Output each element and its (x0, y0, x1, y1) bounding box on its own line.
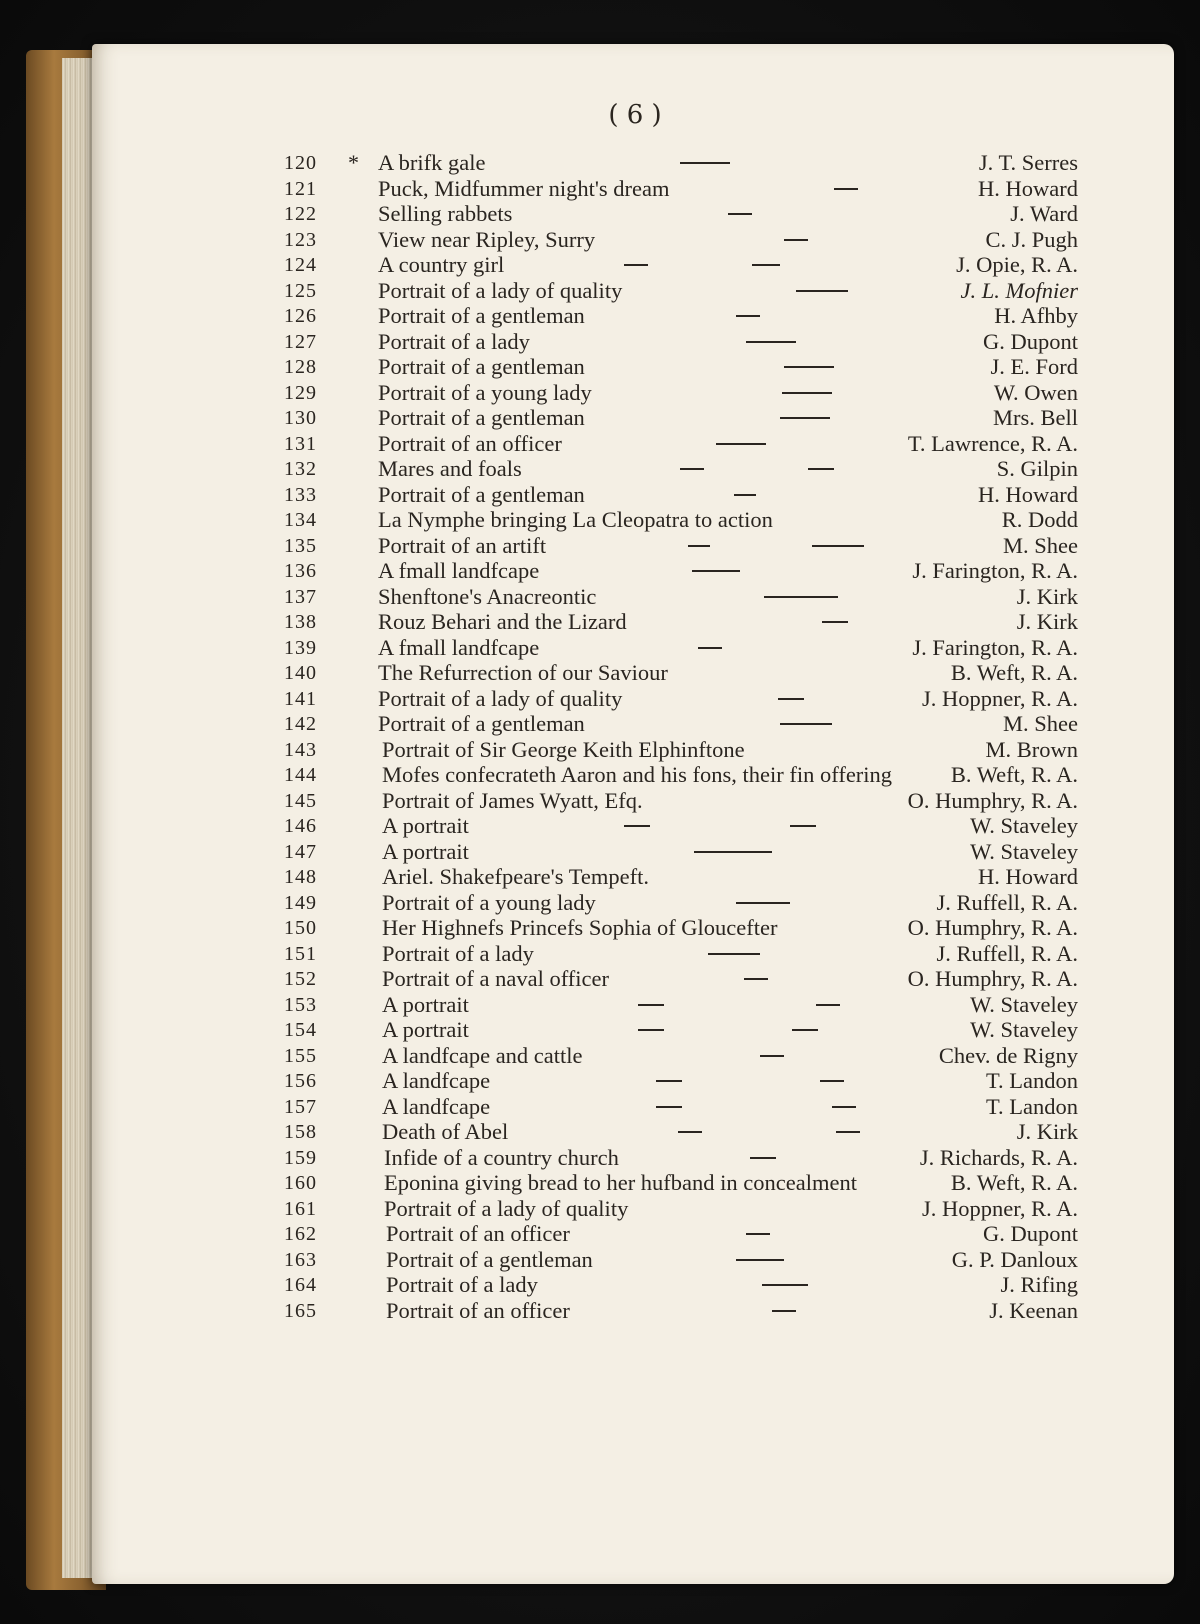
entry-title: A portrait (382, 1017, 469, 1042)
entry-artist: J. T. Serres (978, 150, 1078, 175)
entry-title: Eponina giving bread to her hufband in concealment (384, 1170, 857, 1195)
entry-number: 155 (284, 1044, 317, 1067)
entry-title: Portrait of a gentleman (378, 303, 585, 328)
leader-dash (820, 1080, 844, 1082)
entry-number: 158 (284, 1121, 317, 1143)
catalogue-entry (0, 584, 1200, 610)
leader-dash (780, 723, 832, 725)
entry-title: Portrait of a lady of quality (378, 685, 623, 711)
entry-number: 165 (284, 1299, 317, 1322)
entry-artist: R. Dodd (1001, 507, 1078, 532)
leader-dash (780, 417, 830, 419)
entry-artist: O. Humphry, R. A. (907, 966, 1078, 991)
entry-title: Portrait of James Wyatt, Efq. (382, 787, 643, 813)
entry-number: 143 (284, 738, 317, 761)
catalogue-entry (0, 354, 1200, 380)
leader-dash (694, 851, 772, 853)
catalogue-entry (0, 1272, 1200, 1298)
entry-artist: J. Kirk (1016, 1119, 1078, 1144)
leader-dash (790, 825, 816, 827)
entry-title: A fmall landfcape (378, 558, 540, 583)
entry-artist: J. Ward (1010, 201, 1078, 226)
entry-title: Portrait of a naval officer (382, 966, 609, 991)
entry-number: 131 (284, 432, 317, 455)
entry-number: 145 (284, 789, 317, 812)
entry-artist: H. Howard (978, 175, 1078, 201)
entry-title: Rouz Behari and the Lizard (378, 609, 627, 634)
entry-artist: T. Landon (985, 1093, 1078, 1119)
entry-title: Ariel. Shakefpeare's Tempeft. (382, 864, 649, 889)
catalogue-entry (0, 686, 1200, 712)
entry-artist: J. Hoppner, R. A. (922, 1195, 1078, 1221)
catalogue-entry (0, 864, 1200, 890)
entry-title: Portrait of a lady (386, 1272, 538, 1297)
entry-title: Portrait of a lady of quality (384, 1195, 629, 1221)
entry-artist: J. Ruffell, R. A. (936, 889, 1078, 915)
entry-title: Portrait of a gentleman (378, 711, 585, 736)
catalogue-entry (0, 533, 1200, 559)
catalogue-entry (0, 380, 1200, 406)
leader-dash (760, 1055, 784, 1057)
leader-dash (736, 315, 760, 317)
entry-title: Mofes confecrateth Aaron and his fons, their fin offering (382, 762, 893, 787)
catalogue-entry (0, 1068, 1200, 1094)
entry-title: Mares and foals (378, 456, 522, 481)
entry-number: 127 (284, 330, 317, 353)
catalogue-entry (0, 813, 1200, 839)
entry-number: 141 (284, 687, 317, 710)
leader-dash (764, 596, 838, 598)
catalogue-entry (0, 737, 1200, 763)
entry-number: 157 (284, 1095, 317, 1118)
entry-number: 163 (284, 1248, 317, 1271)
catalogue-entry (0, 150, 1200, 176)
entry-number: 154 (284, 1019, 317, 1041)
leader-dash (746, 1233, 770, 1235)
entry-artist: J. Kirk (1016, 583, 1078, 609)
entry-artist: W. Staveley (970, 838, 1078, 864)
leader-dash (716, 443, 766, 445)
catalogue-entry (0, 252, 1200, 278)
leader-dash (624, 264, 648, 266)
entry-title: A country girl (378, 252, 505, 277)
catalogue-entry (0, 227, 1200, 253)
entry-artist: J. Kirk (1016, 609, 1078, 634)
leader-dash (680, 468, 704, 470)
catalogue-entry (0, 992, 1200, 1018)
entry-number: 162 (284, 1223, 317, 1245)
entry-number: 121 (284, 177, 317, 200)
entry-artist: M. Shee (1003, 711, 1078, 736)
entry-number: 139 (284, 636, 317, 659)
leader-dash (656, 1106, 682, 1108)
entry-title: Portrait of an officer (386, 1297, 570, 1323)
entry-number: 136 (284, 560, 317, 582)
catalogue-entry (0, 890, 1200, 916)
catalogue-entry (0, 507, 1200, 533)
entry-artist: J. Farington, R. A. (912, 634, 1078, 660)
entry-artist: J. Opie, R. A. (956, 252, 1078, 277)
leader-dash (688, 545, 710, 547)
entry-artist: Mrs. Bell (992, 405, 1078, 430)
entry-title: Puck, Midfummer night's dream (378, 175, 670, 201)
entry-artist: H. Howard (978, 481, 1078, 507)
leader-dash (678, 1131, 702, 1133)
catalogue-entry (0, 1017, 1200, 1043)
leader-dash (624, 825, 650, 827)
entry-artist: M. Shee (1003, 532, 1078, 558)
leader-dash (746, 341, 796, 343)
leader-dash (832, 1106, 856, 1108)
entry-artist: B. Weft, R. A. (950, 762, 1078, 787)
leader-dash (736, 1259, 784, 1261)
catalogue-entry (0, 278, 1200, 304)
entry-artist: T. Landon (985, 1068, 1078, 1093)
leader-dash (782, 392, 832, 394)
entry-title: Selling rabbets (378, 201, 513, 226)
entry-artist: H. Afhby (994, 303, 1078, 328)
entry-title: Death of Abel (382, 1119, 509, 1144)
leader-dash (762, 1284, 808, 1286)
entry-number: 146 (284, 815, 317, 837)
catalogue-entry (0, 1298, 1200, 1324)
entry-title: Portrait of a gentleman (386, 1246, 593, 1272)
catalogue-entry (0, 762, 1200, 788)
catalogue-entry (0, 1196, 1200, 1222)
catalogue-entry (0, 788, 1200, 814)
entry-artist: W. Staveley (970, 813, 1078, 838)
leader-dash (698, 647, 722, 649)
entry-artist: O. Humphry, R. A. (907, 915, 1078, 940)
entry-number: 156 (284, 1070, 317, 1092)
entry-title: A brifk gale (378, 150, 486, 175)
entry-number: 126 (284, 305, 317, 327)
leader-dash (834, 188, 858, 190)
entry-number: 124 (284, 254, 317, 276)
leader-dash (728, 213, 752, 215)
entry-number: 160 (284, 1172, 317, 1194)
entry-artist: H. Howard (978, 864, 1078, 889)
entry-artist: J. Ruffell, R. A. (936, 940, 1078, 966)
leader-dash (638, 1004, 664, 1006)
catalogue-entry (0, 660, 1200, 686)
leader-dash (812, 545, 864, 547)
entry-title: Portrait of an artift (378, 532, 547, 558)
entry-number: 134 (284, 509, 317, 531)
entry-artist: M. Brown (985, 736, 1078, 762)
catalogue-entry (0, 1145, 1200, 1171)
entry-number: 164 (284, 1274, 317, 1296)
catalogue-entry (0, 558, 1200, 584)
entry-artist: J. Hoppner, R. A. (922, 685, 1078, 711)
entry-artist: J. E. Ford (990, 354, 1078, 379)
catalogue-entry (0, 635, 1200, 661)
catalogue-entry (0, 176, 1200, 202)
entry-number: 161 (284, 1197, 317, 1220)
leader-dash (836, 1131, 860, 1133)
entry-artist: B. Weft, R. A. (950, 1170, 1078, 1195)
entry-title: La Nymphe bringing La Cleopatra to action (378, 507, 773, 532)
leader-dash (796, 290, 848, 292)
entry-artist: S. Gilpin (996, 456, 1078, 481)
catalogue-entry (0, 303, 1200, 329)
entry-title: A fmall landfcape (378, 634, 540, 660)
entry-title: Portrait of a young lady (382, 889, 596, 915)
entry-number: 120 (284, 152, 317, 174)
catalogue-entry (0, 915, 1200, 941)
entry-artist: G. P. Danloux (951, 1246, 1078, 1272)
entry-artist: O. Humphry, R. A. (907, 787, 1078, 813)
entry-number: 133 (284, 483, 317, 506)
entry-artist: G. Dupont (983, 328, 1078, 354)
catalogue-entry (0, 431, 1200, 457)
catalogue-entry (0, 839, 1200, 865)
leader-dash (816, 1004, 840, 1006)
entry-artist: W. Owen (993, 379, 1078, 405)
leader-dash (744, 978, 768, 980)
entry-title: Shenftone's Anacreontic (378, 583, 597, 609)
entry-title: Her Highnefs Princefs Sophia of Gloucefter (382, 915, 778, 940)
leader-dash (792, 1029, 818, 1031)
entry-title: A portrait (382, 838, 469, 864)
entry-number: 122 (284, 203, 317, 225)
entry-number: 151 (284, 942, 317, 965)
entry-artist: J. L. Mofnier (960, 277, 1078, 303)
catalogue-entry (0, 1170, 1200, 1196)
entry-number: 135 (284, 534, 317, 557)
leader-dash (772, 1310, 796, 1312)
entry-number: 128 (284, 356, 317, 378)
entry-artist: Chev. de Rigny (938, 1042, 1078, 1068)
entry-title: Portrait of a lady (382, 940, 534, 966)
entry-number: 148 (284, 866, 317, 888)
entry-number: 132 (284, 458, 317, 480)
entry-title: Portrait of an officer (386, 1221, 570, 1246)
catalogue-entry (0, 456, 1200, 482)
entry-artist: W. Staveley (970, 991, 1078, 1017)
leader-dash (784, 239, 808, 241)
entry-title: Infide of a country church (384, 1144, 619, 1170)
entry-title: A portrait (382, 991, 469, 1017)
entry-artist: C. J. Pugh (985, 226, 1078, 252)
entry-title: Portrait of a gentleman (378, 481, 585, 507)
catalogue-entry (0, 966, 1200, 992)
entry-number: 123 (284, 228, 317, 251)
entry-title: Portrait of a lady (378, 328, 530, 354)
leader-dash (656, 1080, 682, 1082)
entry-number: 125 (284, 279, 317, 302)
entry-title: A portrait (382, 813, 469, 838)
catalogue-entry (0, 609, 1200, 635)
entry-title: The Refurrection of our Saviour (378, 660, 668, 685)
entry-title: Portrait of a young lady (378, 379, 592, 405)
catalogue-entry (0, 405, 1200, 431)
catalogue-entry (0, 941, 1200, 967)
catalogue-entry (0, 1119, 1200, 1145)
catalogue-entry (0, 329, 1200, 355)
leader-dash (692, 570, 740, 572)
leader-dash (680, 162, 730, 164)
entry-number: 129 (284, 381, 317, 404)
leader-dash (778, 698, 804, 700)
leader-dash (784, 366, 834, 368)
entry-mark: * (348, 150, 359, 175)
entry-number: 130 (284, 407, 317, 429)
leader-dash (752, 264, 780, 266)
entry-artist: J. Rifing (1000, 1272, 1078, 1297)
page-number: ( 6 ) (608, 100, 662, 130)
entry-title: A landfcape (382, 1068, 491, 1093)
entry-number: 159 (284, 1146, 317, 1169)
leader-dash (736, 902, 790, 904)
leader-dash (750, 1157, 776, 1159)
entry-number: 144 (284, 764, 317, 786)
catalogue-entry (0, 482, 1200, 508)
entry-artist: B. Weft, R. A. (950, 660, 1078, 685)
entry-artist: J. Farington, R. A. (912, 558, 1078, 583)
entry-number: 149 (284, 891, 317, 914)
catalogue-entry (0, 711, 1200, 737)
entry-artist: J. Richards, R. A. (919, 1144, 1078, 1170)
catalogue-entry (0, 1221, 1200, 1247)
catalogue-entry (0, 1094, 1200, 1120)
entry-number: 142 (284, 713, 317, 735)
entry-number: 150 (284, 917, 317, 939)
entry-number: 137 (284, 585, 317, 608)
entry-number: 140 (284, 662, 317, 684)
entry-title: Portrait of an officer (378, 430, 562, 456)
entry-number: 138 (284, 611, 317, 633)
entry-title: Portrait of a lady of quality (378, 277, 623, 303)
entry-title: A landfcape (382, 1093, 491, 1119)
entry-number: 153 (284, 993, 317, 1016)
entry-number: 152 (284, 968, 317, 990)
catalogue-entry (0, 201, 1200, 227)
entry-artist: G. Dupont (983, 1221, 1078, 1246)
leader-dash (808, 468, 834, 470)
entry-number: 147 (284, 840, 317, 863)
entry-title: View near Ripley, Surry (378, 226, 596, 252)
entry-title: Portrait of a gentleman (378, 354, 585, 379)
entry-title: Portrait of a gentleman (378, 405, 585, 430)
leader-dash (734, 494, 756, 496)
leader-dash (822, 621, 848, 623)
leader-dash (638, 1029, 664, 1031)
entry-artist: T. Lawrence, R. A. (907, 430, 1078, 456)
entry-artist: J. Keenan (989, 1297, 1078, 1323)
entry-title: A landfcape and cattle (382, 1042, 583, 1068)
catalogue-entry (0, 1043, 1200, 1069)
catalogue-entry (0, 1247, 1200, 1273)
leader-dash (708, 953, 760, 955)
entry-artist: W. Staveley (970, 1017, 1078, 1042)
entry-title: Portrait of Sir George Keith Elphinftone (382, 736, 745, 762)
